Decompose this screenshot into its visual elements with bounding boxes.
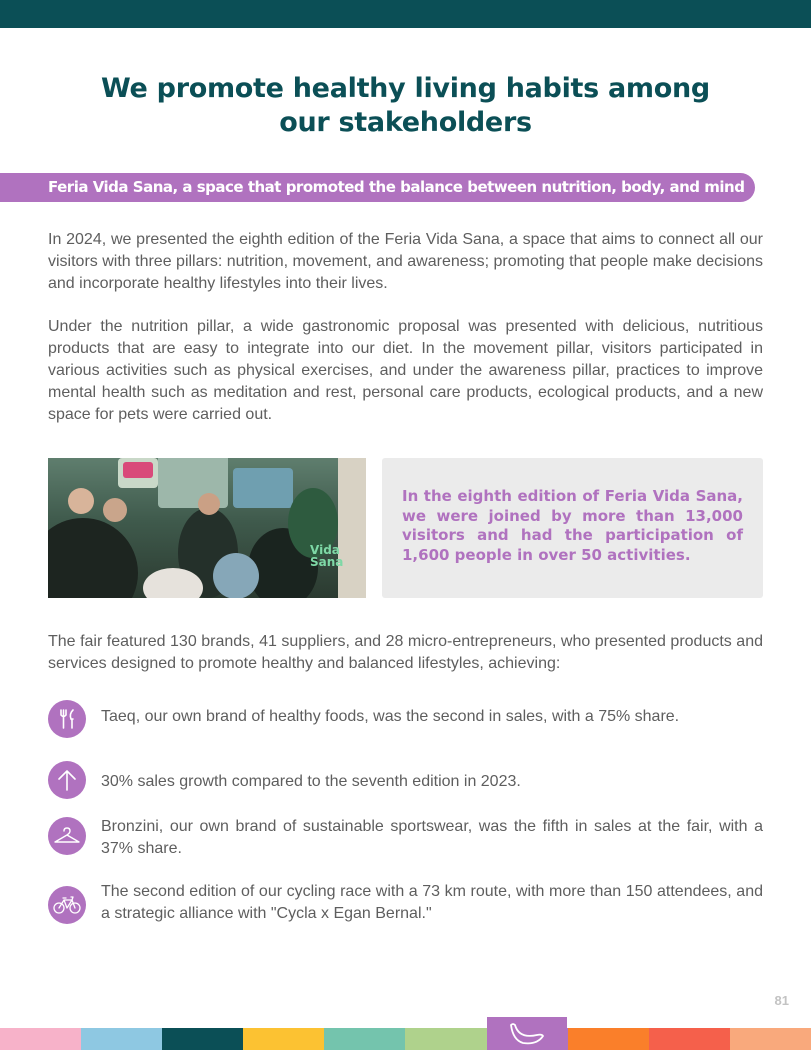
list-item-text: The second edition of our cycling race with a 73 km route, with more than 150 attendees, and a strategic alliance with "Cycla x Egan Bernal." [101, 883, 763, 922]
footer-stripe [81, 1028, 162, 1050]
hanger-icon [48, 817, 86, 855]
list-item-text: 30% sales growth compared to the seventh edition in 2023. [101, 773, 521, 790]
footer-stripe [568, 1028, 649, 1050]
pillars-paragraph: Under the nutrition pillar, a wide gastronomic proposal was presented with delicious, nutritious products that are easy to integrate into our diet. In the movement pillar, visitors participated in various activities such as physical exercises, and under the awareness pillar, practices to improve mental health such as meditation and rest, personal care products, ecological products, and a new space for pets were carried out. [48, 318, 763, 423]
arrow-up-icon [48, 761, 86, 799]
vida-sana-logo-line-1: Vida [310, 543, 340, 557]
footer-stripe [649, 1028, 730, 1050]
footer-stripe [324, 1028, 405, 1050]
vida-sana-logo-line-2: Sana [310, 555, 344, 569]
highlight-box [382, 458, 763, 598]
page-title-line-2: our stakeholders [279, 107, 532, 138]
fair-summary-paragraph: The fair featured 130 brands, 41 suppliers, and 28 micro-entrepreneurs, who presented products and services designed to promote healthy and balanced lifestyles, achieving: [48, 633, 763, 672]
page-number: 81 [774, 993, 789, 1008]
list-item-text: Taeq, our own brand of healthy foods, was the second in sales, with a 75% share. [101, 708, 680, 725]
footer-stripe [405, 1028, 486, 1050]
fair-photo [48, 458, 366, 598]
footer-stripe [162, 1028, 243, 1050]
top-header-bar [0, 0, 811, 28]
footer-stripe [243, 1028, 324, 1050]
footer-stripe [0, 1028, 81, 1050]
banana-icon [487, 1017, 567, 1050]
intro-paragraph: In 2024, we presented the eighth edition of the Feria Vida Sana, a space that aims to connect all our visitors with three pillars: nutrition, movement, and awareness; promoting that people make decisions and incorporate healthy lifestyles into their lives. [48, 231, 764, 292]
bicycle-icon [48, 886, 86, 924]
footer-stripe [730, 1028, 811, 1050]
highlight-quote: In the eighth edition of Feria Vida Sana, we were joined by more than 13,000 visitors and had the participation of 1,600 people in over 50 activities. [402, 487, 743, 564]
page-title-line-1: We promote healthy living habits among [101, 73, 710, 104]
page-title [0, 72, 811, 140]
list-item-text: Bronzini, our own brand of sustainable sportswear, was the fifth in sales at the fair, with a 37% share. [101, 818, 763, 857]
footer-color-stripes [0, 1028, 811, 1050]
vida-sana-logo [310, 544, 343, 568]
section-subtitle-pill: Feria Vida Sana, a space that promoted the balance between nutrition, body, and mind [0, 173, 755, 202]
fork-knife-icon [48, 700, 86, 738]
